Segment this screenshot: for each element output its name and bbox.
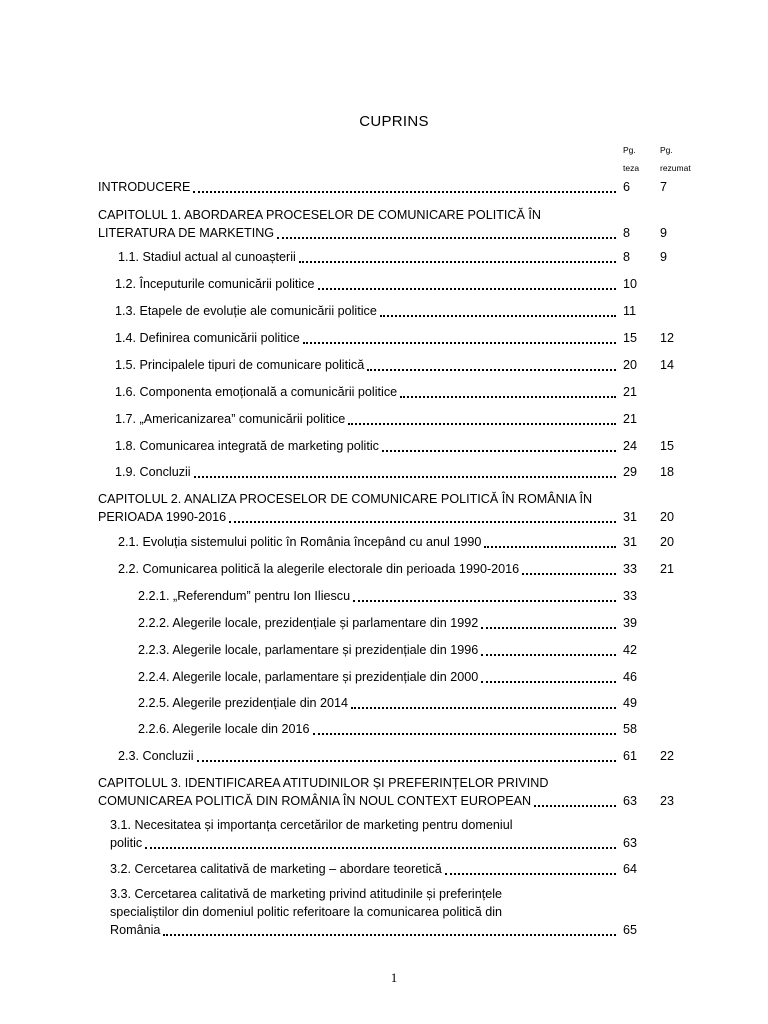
page-rezumat: 9: [660, 250, 668, 264]
toc-entry[interactable]: [118, 533, 616, 551]
dot-leader: [193, 191, 616, 193]
page-teza: 46: [623, 670, 638, 684]
dot-leader: [299, 261, 616, 263]
page-rezumat: 7: [660, 180, 668, 194]
toc-entry[interactable]: [110, 860, 616, 878]
toc-entry[interactable]: [138, 668, 616, 686]
toc-entry-title: 1.7. „Americanizarea” comunicării politice: [115, 412, 346, 426]
toc-entry-lastline: [138, 720, 616, 738]
toc-entry[interactable]: [98, 206, 616, 242]
toc-entry-lastline: [138, 668, 616, 686]
toc-entry-lastline: [98, 224, 616, 242]
dot-leader: [313, 733, 616, 735]
page-teza: 21: [623, 385, 638, 399]
dot-leader: [163, 934, 616, 936]
toc-entry[interactable]: [115, 356, 616, 374]
toc-entry-lastline: [98, 792, 616, 810]
toc-entry[interactable]: [115, 383, 616, 401]
dot-leader: [229, 521, 616, 523]
dot-leader: [367, 369, 616, 371]
dot-leader: [351, 707, 616, 709]
page-rezumat: 14: [660, 358, 675, 372]
page-teza: 8: [623, 250, 631, 264]
page-teza: 31: [623, 510, 638, 524]
toc-entry-title: 2.2.4. Alegerile locale, parlamentare și prezidențiale din 2000: [138, 670, 479, 684]
toc-entry-title: INTRODUCERE: [98, 180, 191, 194]
toc-entry-title: 1.3. Etapele de evoluție ale comunicării politice: [115, 304, 377, 318]
page-rezumat: 20: [660, 510, 675, 524]
toc-entry-line: CAPITOLUL 1. ABORDAREA PROCESELOR DE COMUNICARE POLITICĂ ÎN: [98, 208, 541, 222]
page-rezumat: 9: [660, 226, 668, 240]
toc-entry-title: 3.2. Cercetarea calitativă de marketing – abordare teoretică: [110, 862, 442, 876]
page-teza: 21: [623, 412, 638, 426]
toc-entry-lastline: [115, 410, 616, 428]
toc-entry-title: 2.2.5. Alegerile prezidențiale din 2014: [138, 696, 349, 710]
page-rezumat: 18: [660, 465, 675, 479]
toc-entry[interactable]: [110, 816, 616, 852]
toc-entry-title: România: [110, 923, 161, 937]
page-teza: 31: [623, 535, 638, 549]
toc-entry-title: COMUNICAREA POLITICĂ DIN ROMÂNIA ÎN NOUL CONTEXT EUROPEAN: [98, 794, 532, 808]
toc-entry-title: 2.2.3. Alegerile locale, parlamentare și prezidențiale din 1996: [138, 643, 479, 657]
toc-entry-title: 1.9. Concluzii: [115, 465, 191, 479]
page-teza: 33: [623, 589, 638, 603]
toc-entry[interactable]: [118, 560, 616, 578]
dot-leader: [145, 847, 616, 849]
dot-leader: [382, 450, 616, 452]
toc-entry-title: 1.5. Principalele tipuri de comunicare politică: [115, 358, 365, 372]
toc-entry-lastline: [110, 860, 616, 878]
toc-entry[interactable]: [138, 720, 616, 738]
page-teza: 11: [623, 304, 637, 318]
column-header-rezumat-top: Pg.: [660, 145, 673, 155]
page-teza: 20: [623, 358, 638, 372]
toc-entry[interactable]: [115, 410, 616, 428]
dot-leader: [400, 396, 616, 398]
dot-leader: [194, 476, 616, 478]
toc-entry-lastline: [115, 356, 616, 374]
dot-leader: [303, 342, 616, 344]
toc-entry[interactable]: [118, 248, 616, 266]
toc-entry[interactable]: [110, 885, 616, 939]
toc-entry-title: 2.3. Concluzii: [118, 749, 194, 763]
toc-entry-title: 1.2. Începuturile comunicării politice: [115, 277, 315, 291]
page-teza: 6: [623, 180, 631, 194]
toc-entry-lastline: [115, 275, 616, 293]
toc-entry-title: 1.4. Definirea comunicării politice: [115, 331, 300, 345]
toc-entry-lastline: [138, 694, 616, 712]
toc-entry-lastline: [115, 302, 616, 320]
toc-entry-title: 2.2.2. Alegerile locale, prezidențiale și parlamentare din 1992: [138, 616, 479, 630]
toc-entry-lastline: [98, 178, 616, 196]
toc-entry-title: 2.2.1. „Referendum” pentru Ion Iliescu: [138, 589, 351, 603]
toc-entry[interactable]: [138, 694, 616, 712]
dot-leader: [353, 600, 616, 602]
toc-entry-title: 1.1. Stadiul actual al cunoașterii: [118, 250, 296, 264]
toc-entry[interactable]: [115, 463, 616, 481]
toc-entry-lastline: [110, 834, 616, 852]
dot-leader: [380, 315, 616, 317]
toc-entry-title: 1.8. Comunicarea integrată de marketing politic: [115, 439, 379, 453]
dot-leader: [522, 573, 616, 575]
toc-entry-lastline: [115, 437, 616, 455]
page-teza: 64: [623, 862, 638, 876]
toc-entry-line: CAPITOLUL 2. ANALIZA PROCESELOR DE COMUNICARE POLITICĂ ÎN ROMÂNIA ÎN: [98, 492, 593, 506]
toc-entry-lastline: [138, 614, 616, 632]
page-rezumat: 22: [660, 749, 675, 763]
page-rezumat: 20: [660, 535, 675, 549]
dot-leader: [197, 760, 616, 762]
dot-leader: [534, 805, 616, 807]
toc-entry-line: 3.3. Cercetarea calitativă de marketing privind atitudinile și preferințele: [110, 887, 503, 901]
toc-entry-title: 2.2.6. Alegerile locale din 2016: [138, 722, 310, 736]
toc-entry-line: 3.1. Necesitatea și importanța cercetărilor de marketing pentru domeniul: [110, 818, 513, 832]
toc-entry-lastline: [138, 641, 616, 659]
page-teza: 42: [623, 643, 638, 657]
toc-entry-title: PERIOADA 1990-2016: [98, 510, 227, 524]
dot-leader: [481, 654, 616, 656]
toc-entry-title: 2.1. Evoluția sistemului politic în România începând cu anul 1990: [118, 535, 482, 549]
dot-leader: [445, 873, 616, 875]
toc-entry-title: LITERATURA DE MARKETING: [98, 226, 275, 240]
toc-entry-lastline: [98, 508, 616, 526]
toc-entry[interactable]: [98, 774, 616, 810]
toc-entry-line: specialiștilor din domeniul politic referitoare la comunicarea politică din: [110, 905, 502, 919]
toc-entry[interactable]: [115, 275, 616, 293]
dot-leader: [481, 681, 616, 683]
toc-entry-title: 1.6. Componenta emoțională a comunicării politice: [115, 385, 398, 399]
toc-entry[interactable]: [138, 641, 616, 659]
toc-entry-line: CAPITOLUL 3. IDENTIFICAREA ATITUDINILOR ȘI PREFERINȚELOR PRIVIND: [98, 776, 549, 790]
page-teza: 39: [623, 616, 638, 630]
toc-entry-title: 2.2. Comunicarea politică la alegerile electorale din perioada 1990-2016: [118, 562, 520, 576]
page-rezumat: 21: [660, 562, 675, 576]
toc-entry-lastline: [115, 383, 616, 401]
dot-leader: [318, 288, 616, 290]
dot-leader: [481, 627, 616, 629]
page-number: 1: [390, 970, 398, 985]
page-teza: 24: [623, 439, 638, 453]
page-rezumat: 15: [660, 439, 675, 453]
toc-entry-title: politic: [110, 836, 143, 850]
column-header-teza-bottom: teza: [623, 163, 640, 173]
toc-entry-lastline: [118, 248, 616, 266]
column-header-rezumat-bottom: rezumat: [660, 163, 691, 173]
toc-entry[interactable]: [98, 178, 616, 196]
toc-entry-lastline: [110, 921, 616, 939]
page-teza: 33: [623, 562, 638, 576]
toc-entry[interactable]: [115, 329, 616, 347]
toc-entry[interactable]: [118, 747, 616, 765]
page-rezumat: 23: [660, 794, 675, 808]
page-teza: 8: [623, 226, 631, 240]
toc-entry-lastline: [115, 329, 616, 347]
page-teza: 61: [623, 749, 638, 763]
toc-entry[interactable]: [138, 614, 616, 632]
toc-entry[interactable]: [115, 437, 616, 455]
toc-entry-lastline: [118, 533, 616, 551]
dot-leader: [484, 546, 616, 548]
toc-entry[interactable]: [115, 302, 616, 320]
dot-leader: [348, 423, 616, 425]
page-teza: 15: [623, 331, 638, 345]
page-title: CUPRINS: [359, 113, 429, 130]
page-teza: 49: [623, 696, 638, 710]
toc-entry-lastline: [118, 747, 616, 765]
toc-entry[interactable]: [98, 490, 616, 526]
toc-entry-lastline: [138, 587, 616, 605]
column-header-teza-top: Pg.: [623, 145, 636, 155]
page-rezumat: 12: [660, 331, 675, 345]
toc-entry-lastline: [118, 560, 616, 578]
page-teza: 58: [623, 722, 638, 736]
page-teza: 63: [623, 836, 638, 850]
dot-leader: [277, 237, 616, 239]
toc-entry-lastline: [115, 463, 616, 481]
page-teza: 63: [623, 794, 638, 808]
page-teza: 65: [623, 923, 638, 937]
toc-entry[interactable]: [138, 587, 616, 605]
page-teza: 29: [623, 465, 638, 479]
page-teza: 10: [623, 277, 638, 291]
